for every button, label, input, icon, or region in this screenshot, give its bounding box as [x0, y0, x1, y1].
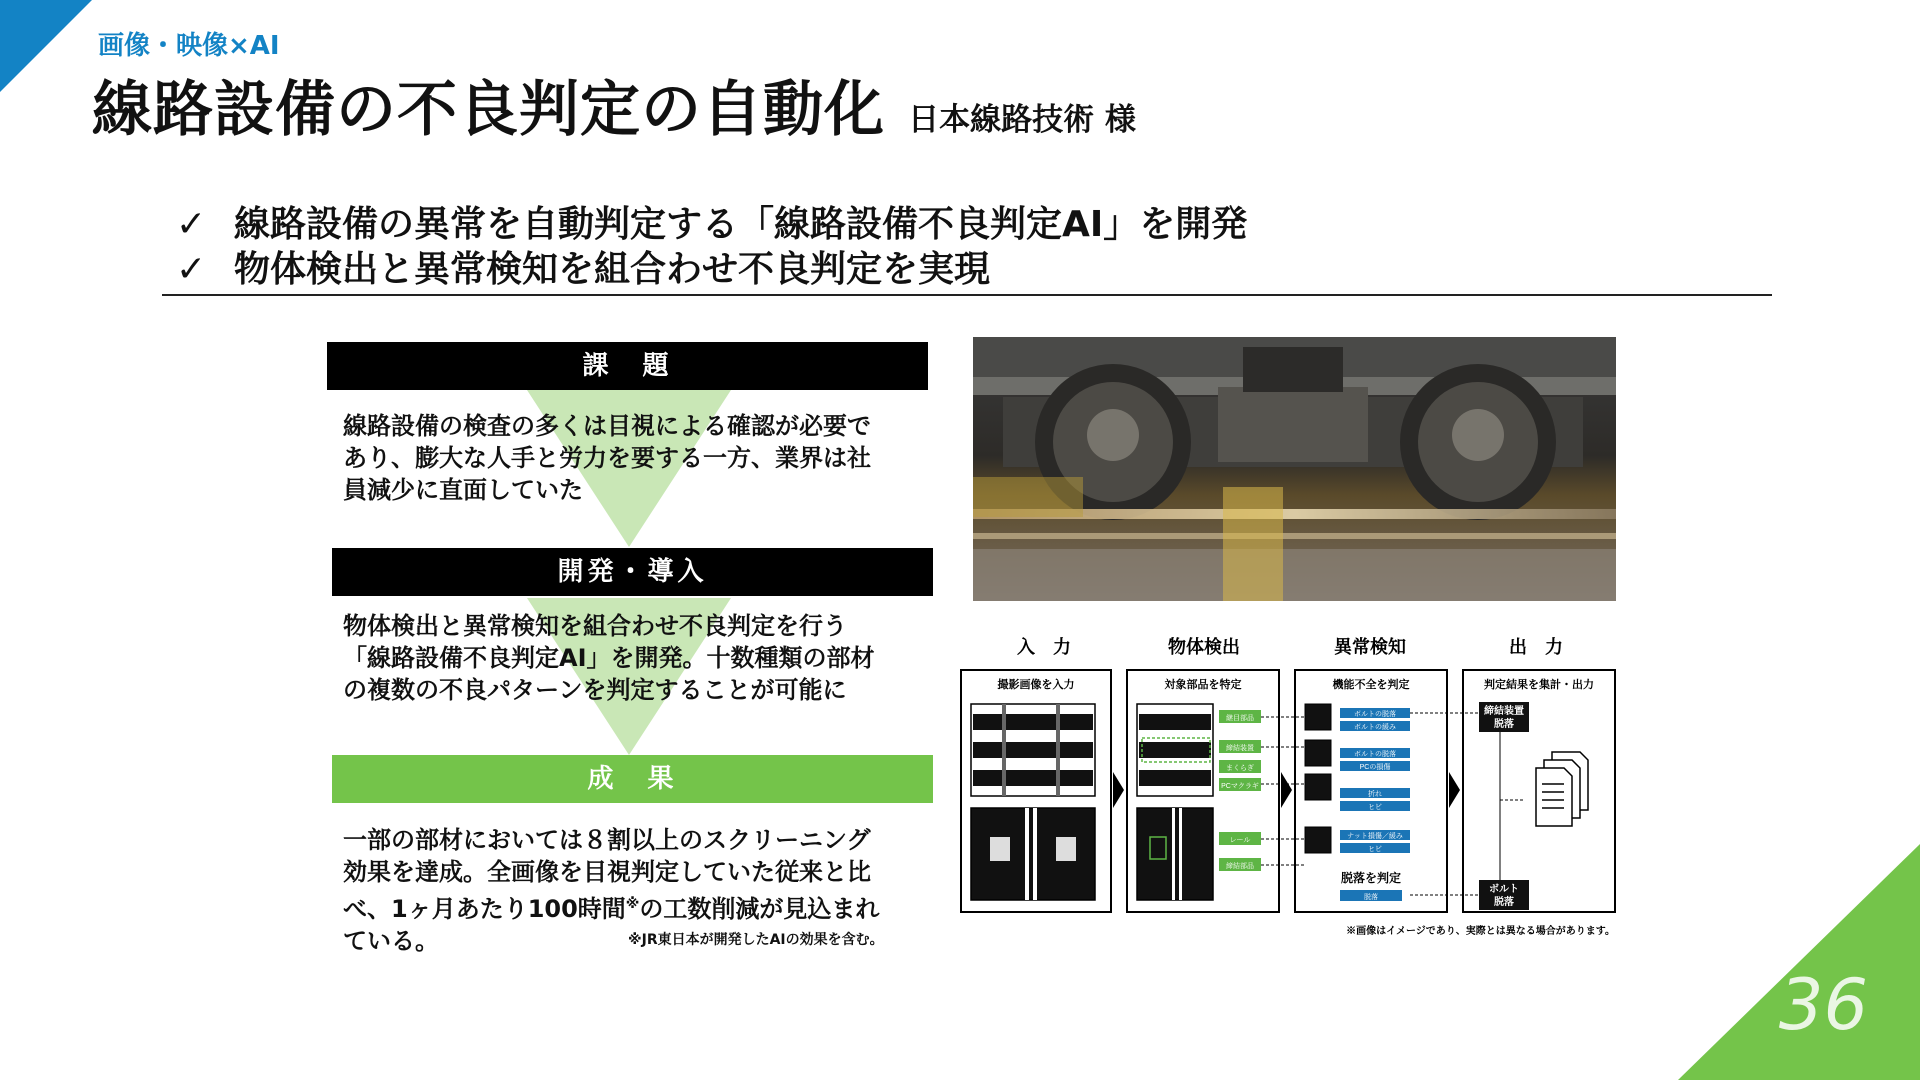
arrow-icon — [1113, 772, 1124, 808]
check-icon: ✓ — [176, 249, 207, 290]
page-number: 36 — [1778, 964, 1868, 1046]
issue-line: 員減少に直面していた — [343, 476, 583, 504]
bullet-item — [176, 196, 1247, 247]
result-header: 成 果 — [332, 755, 933, 803]
result-footnote: ※JR東日本が開発したAIの効果を含む。 — [628, 932, 884, 948]
issue-line: あり、膨大な人手と労力を要する一方、業界は社 — [343, 444, 871, 472]
stage-subtitle: 判定結果を集計・出力 — [1484, 679, 1594, 691]
documents-icon — [1536, 752, 1588, 826]
track-image-icon — [971, 704, 1095, 796]
client-name: 日本線路技術 様 — [908, 102, 1136, 138]
corner-decoration-top-left — [0, 0, 92, 92]
issue-line: 線路設備の検査の多くは目視による確認が必要で — [343, 412, 871, 440]
diagram-note: ※画像はイメージであり、実際とは異なる場合があります。 — [1346, 926, 1615, 937]
anomaly-label: 折れ — [1368, 791, 1382, 798]
page-title: 線路設備の不良判定の自動化 — [92, 75, 885, 145]
anomaly-thumb — [1305, 827, 1331, 853]
result-text-part: の工数削減が見込まれ — [639, 895, 880, 923]
title-block — [92, 62, 1136, 148]
detect-tag-label: まくらぎ — [1226, 765, 1254, 772]
result-line — [343, 888, 913, 925]
anomaly-label: ヒビ — [1368, 804, 1382, 811]
ai-flow-diagram — [960, 632, 1620, 947]
arrow-icon — [1449, 772, 1460, 808]
result-line: 一部の部材においては８割以上のスクリーニング — [343, 826, 871, 854]
category-label: 画像・映像×AI — [98, 31, 280, 61]
stage-subtitle: 撮影画像を入力 — [997, 679, 1075, 691]
anomaly-label: ナット損傷／緩み — [1347, 833, 1403, 840]
development-line: 物体検出と異常検知を組合わせ不良判定を行う — [343, 612, 847, 640]
result-line: ている。 — [343, 927, 439, 955]
bullet-item — [176, 241, 990, 292]
divider — [162, 294, 1772, 296]
bullet-text: 線路設備の異常を自動判定する「線路設備不良判定AI」を開発 — [234, 204, 1248, 245]
check-icon: ✓ — [176, 204, 207, 245]
development-text — [343, 610, 913, 706]
stage-title: 出 力 — [1509, 637, 1563, 657]
anomaly-thumb — [1305, 740, 1331, 766]
train-bogie-photo — [973, 337, 1616, 601]
detect-tag-label: 締結部品 — [1226, 863, 1254, 870]
result-text-part: べ、1ヶ月あたり100時間 — [343, 895, 626, 923]
detect-tag-label: レール — [1229, 837, 1251, 844]
development-line: 「線路設備不良判定AI」を開発。十数種類の部材 — [343, 644, 875, 672]
footnote-marker: ※ — [625, 896, 640, 912]
anomaly-label: ヒビ — [1368, 846, 1382, 853]
stage-title: 物体検出 — [1168, 637, 1240, 657]
output-result-label: 脱落 — [1494, 719, 1514, 730]
output-result-label: 締結装置 — [1484, 706, 1524, 717]
dropout-title: 脱落を判定 — [1340, 871, 1402, 885]
anomaly-label: ボルトの脱落 — [1354, 711, 1396, 718]
arrow-icon — [1281, 772, 1292, 808]
detect-tag-label: 締結装置 — [1226, 745, 1254, 752]
anomaly-label: PCの損傷 — [1359, 764, 1391, 771]
development-header: 開発・導入 — [332, 548, 933, 596]
anomaly-label: ボルトの脱落 — [1354, 751, 1396, 758]
output-result-label: ボルト — [1489, 884, 1519, 895]
result-line: 効果を達成。全画像を目視判定していた従来と比 — [343, 858, 871, 886]
stage-title: 異常検知 — [1334, 637, 1406, 657]
issue-text — [343, 410, 913, 506]
stage-title: 入 力 — [1017, 637, 1071, 657]
detect-tag-label: PCマクラギ — [1221, 783, 1259, 790]
issue-header: 課 題 — [327, 342, 928, 390]
anomaly-label: 脱落 — [1364, 894, 1378, 901]
anomaly-thumb — [1305, 704, 1331, 730]
development-line: の複数の不良パターンを判定することが可能に — [343, 676, 847, 704]
detect-tag-label: 継目部品 — [1226, 715, 1254, 722]
output-result-label: 脱落 — [1494, 897, 1514, 908]
stage-subtitle: 機能不全を判定 — [1332, 679, 1410, 691]
detection-image-icon — [1137, 704, 1213, 796]
anomaly-label: ボルトの緩み — [1354, 724, 1396, 731]
train-bogie-image — [973, 337, 1616, 601]
bullet-text: 物体検出と異常検知を組合わせ不良判定を実現 — [234, 249, 991, 290]
rail-joint-image-icon — [971, 808, 1095, 900]
detection-joint-image-icon — [1137, 808, 1213, 900]
anomaly-thumb — [1305, 774, 1331, 800]
stage-subtitle: 対象部品を特定 — [1164, 679, 1242, 691]
